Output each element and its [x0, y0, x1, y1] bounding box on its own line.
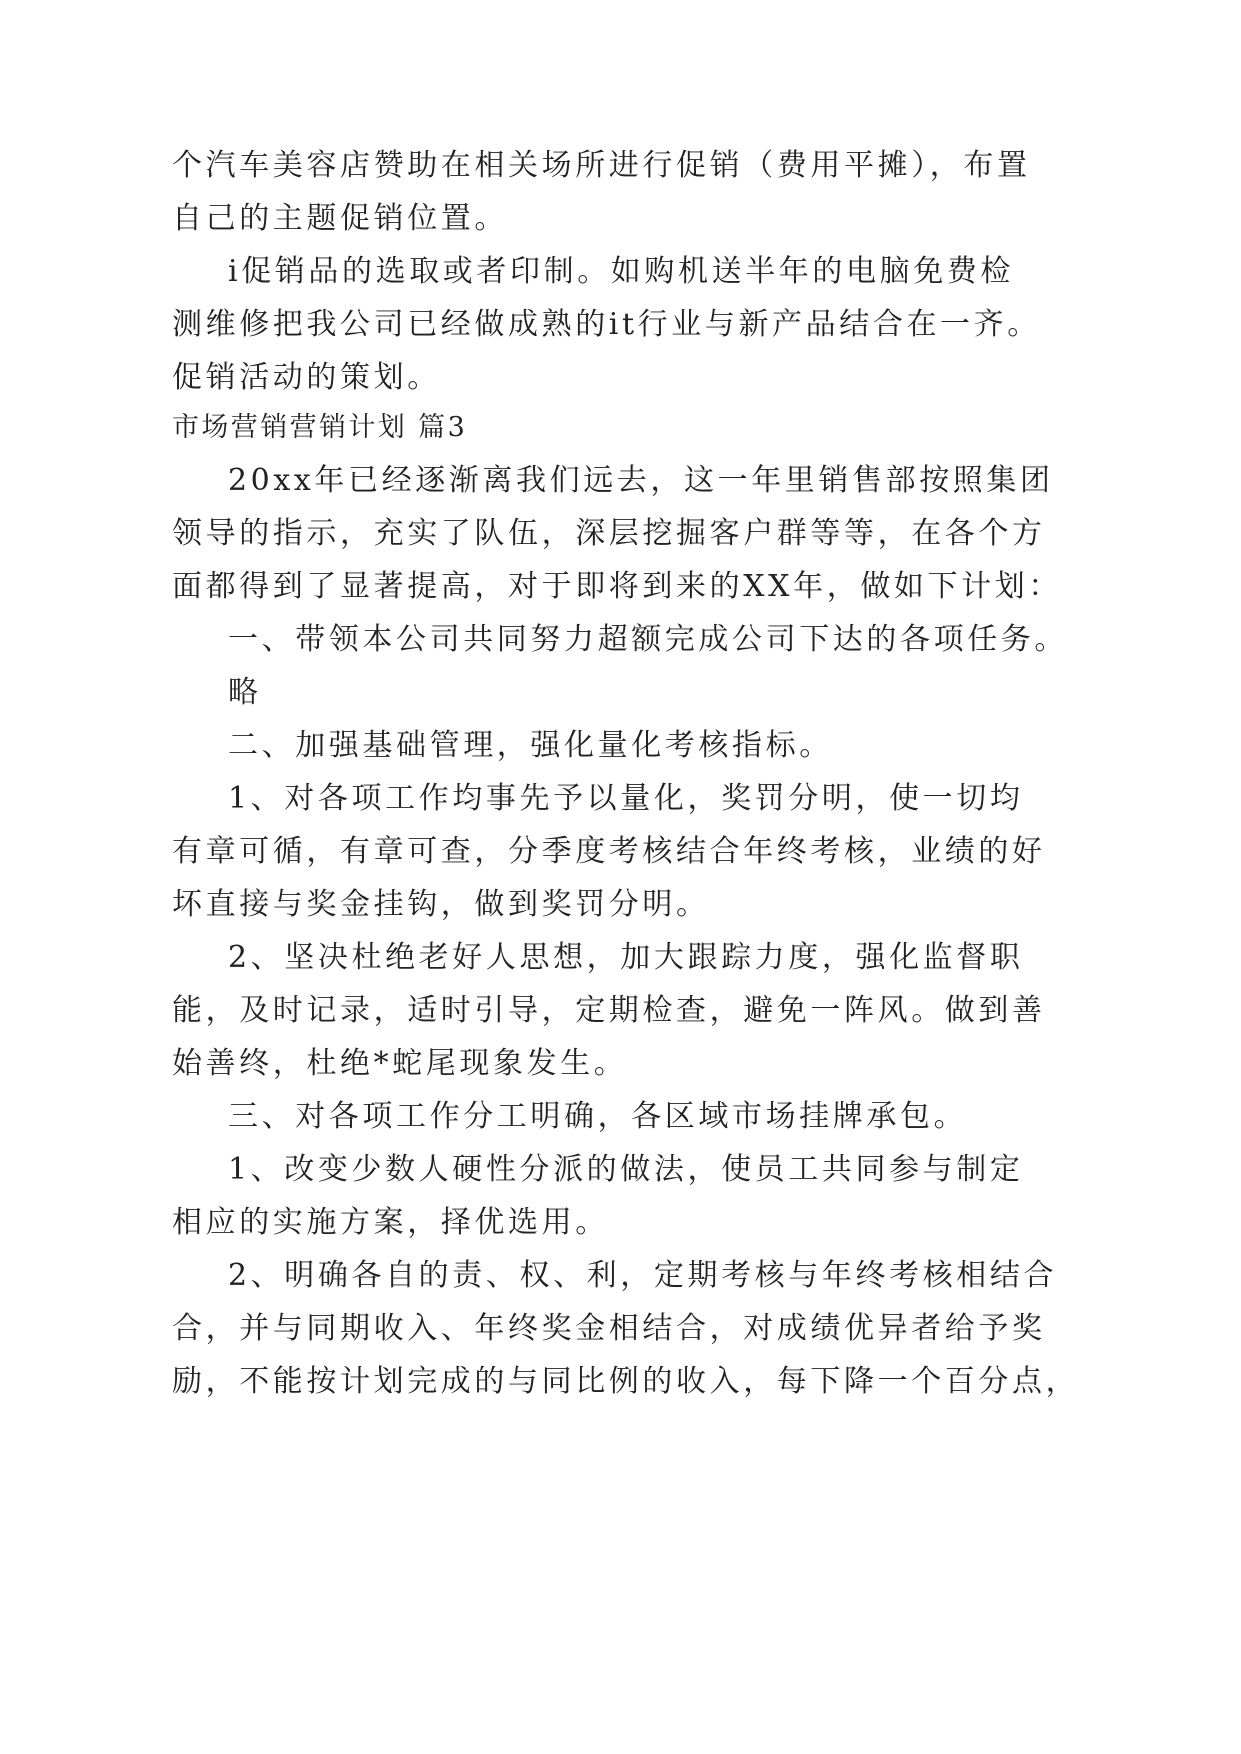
text-line: 20xx年已经逐渐离我们远去，这一年里销售部按照集团	[228, 463, 1054, 498]
text-line: 自己的主题促销位置。	[172, 201, 508, 236]
text-line: 坏直接与奖金挂钩，做到奖罚分明。	[172, 887, 710, 922]
text-line: 励，不能按计划完成的与同比例的收入，每下降一个百分点，	[172, 1364, 1080, 1399]
text-line: 有章可循，有章可查，分季度考核结合年终考核，业绩的好	[172, 834, 1046, 869]
text-line: i促销品的选取或者印制。如购机送半年的电脑免费检	[228, 254, 1014, 289]
text-line: 三、对各项工作分工明确，各区域市场挂牌承包。	[228, 1099, 968, 1134]
text-line: 始善终，杜绝*蛇尾现象发生。	[172, 1046, 628, 1081]
text-line: 1、对各项工作均事先予以量化，奖罚分明，使一切均	[228, 781, 1024, 816]
text-line: 相应的实施方案，择优选用。	[172, 1205, 609, 1240]
text-line: 测维修把我公司已经做成熟的it行业与新产品结合在一齐。	[172, 307, 1041, 342]
section-heading: 市场营销营销计划 篇3	[172, 412, 468, 443]
text-line: 合，并与同期收入、年终奖金相结合，对成绩优异者给予奖	[172, 1311, 1046, 1346]
text-line: 略	[228, 675, 262, 710]
text-line: 2、坚决杜绝老好人思想，加大跟踪力度，强化监督职	[228, 940, 1024, 975]
text-line: 领导的指示，充实了队伍，深层挖掘客户群等等，在各个方	[172, 516, 1046, 551]
text-line: 能，及时记录，适时引导，定期检查，避免一阵风。做到善	[172, 993, 1046, 1028]
text-line: 一、带领本公司共同努力超额完成公司下达的各项任务。	[228, 622, 1068, 657]
text-line: 二、加强基础管理，强化量化考核指标。	[228, 728, 833, 763]
text-line: 2、明确各自的责、权、利，定期考核与年终考核相结合	[228, 1258, 1058, 1293]
text-line: 个汽车美容店赞助在相关场所进行促销（费用平摊），布置	[172, 148, 1031, 183]
text-line: 1、改变少数人硬性分派的做法，使员工共同参与制定	[228, 1152, 1024, 1187]
text-line: 促销活动的策划。	[172, 360, 441, 395]
text-line: 面都得到了显著提高，对于即将到来的XX年，做如下计划：	[172, 569, 1062, 604]
